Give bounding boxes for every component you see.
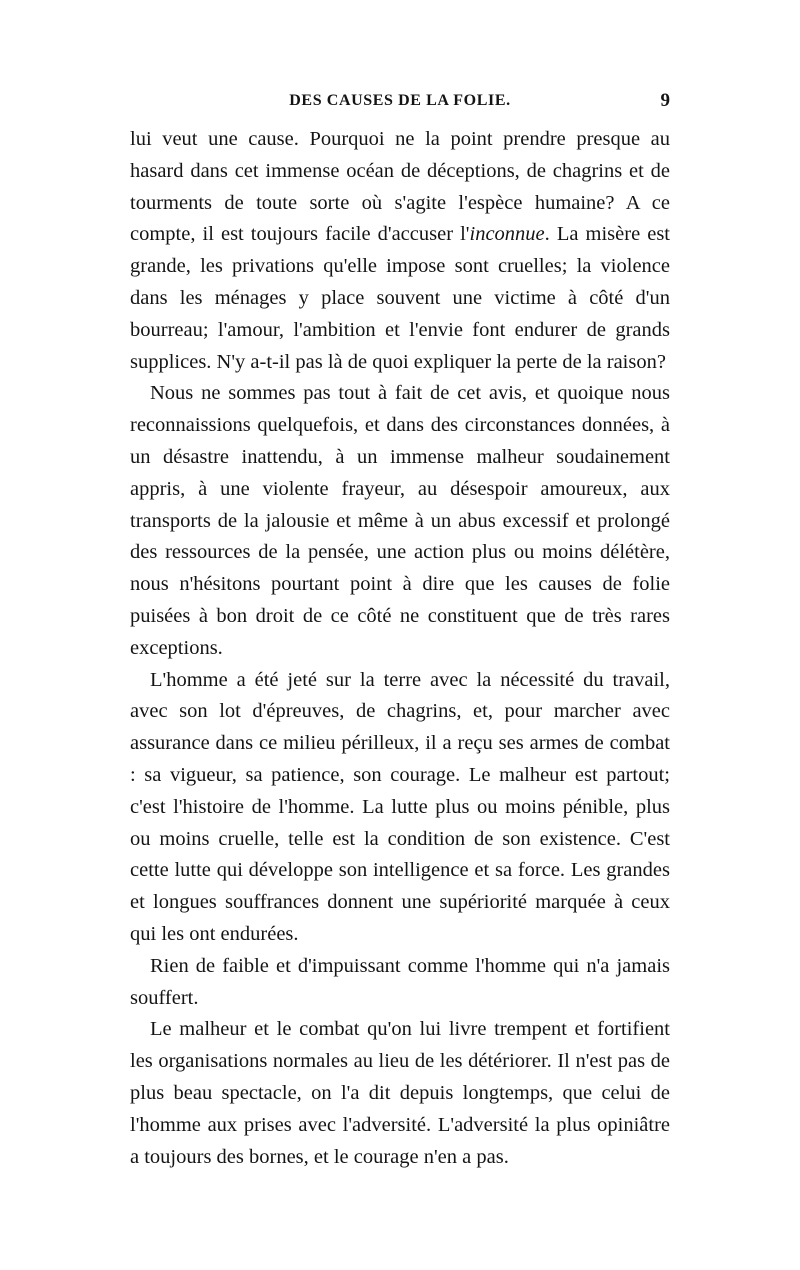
body-text	[130, 124, 670, 1173]
paragraph-5: Le malheur et le combat qu'on lui livre trempent et fortifient les organisations normales au lieu de les détériorer. Il n'est pas de plus beau spectacle, on l'a dit depuis longtemps, que celui de l'homme aux prises avec l'adversité. L'adversité la plus opiniâtre a toujours des bornes, et le courage n'en a pas.	[130, 1018, 670, 1168]
paragraph-4: Rien de faible et d'impuissant comme l'homme qui n'a jamais souffert.	[130, 954, 670, 1009]
paragraph-1	[130, 124, 670, 378]
page-number: 9	[660, 90, 670, 111]
paragraph-1-text-end: . La misère est grande, les privations qu'elle impose sont cruelles; la violence dans les ménages y place souvent une victime à côté d'un bourreau; l'amour, l'ambition et l'envie font endurer de grands supplices. N'y a-t-il pas là de quoi expliquer la perte de la raison?	[130, 223, 671, 373]
paragraph-1-italic-word: inconnue	[469, 223, 545, 246]
paragraph-3: L'homme a été jeté sur la terre avec la nécessité du travail, avec son lot d'épreuves, de chagrins, et, pour marcher avec assurance dans ce milieu périlleux, il a reçu ses armes de combat : sa vigueur, sa patience, son courage. Le malheur est partout; c'est l'histoire de l'homme. La lutte plus ou moins pénible, plus ou moins cruelle, telle est la condition de son existence. C'est cette lutte qui développe son intelligence et sa force. Les grandes et longues souffrances donnent une supériorité marquée à ceux qui les ont endurées.	[130, 668, 670, 945]
paragraph-2: Nous ne sommes pas tout à fait de cet avis, et quoique nous reconnaissions quelquefois, et dans des circonstances données, à un désastre inattendu, à un immense malheur soudainement appris, à une violente frayeur, au désespoir amoureux, aux transports de la jalousie et même à un abus excessif et prolongé des ressources de la pensée, une action plus ou moins délétère, nous n'hésitons pourtant point à dire que les causes de folie puisées à bon droit de ce côté ne constituent que de très rares exceptions.	[130, 382, 670, 659]
running-head	[130, 92, 670, 114]
paragraph-1-text-start: lui veut une cause. Pourquoi ne la point prendre presque au hasard dans cet immense océan de déceptions, de chagrins et de tourments de toute sorte où s'agite l'espèce humaine? A ce compte, il est toujours facile d'accuser l'	[130, 128, 670, 246]
running-title: DES CAUSES DE LA FOLIE.	[289, 92, 511, 109]
